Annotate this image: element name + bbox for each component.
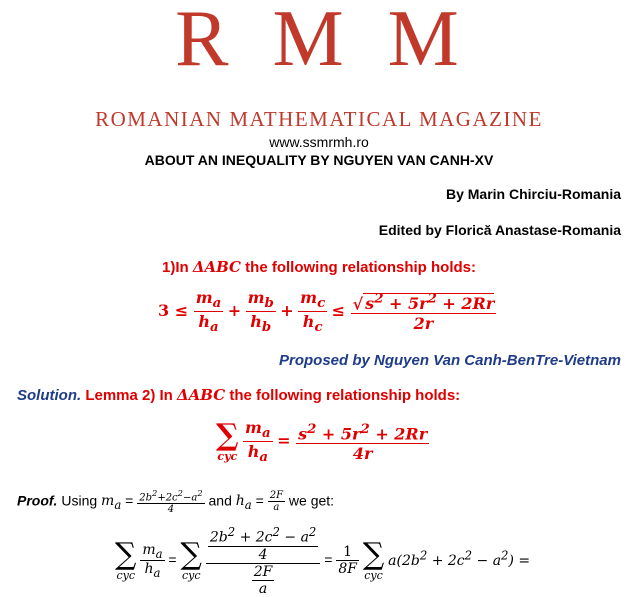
statement-triangle: ΔABC	[192, 258, 241, 276]
article-title: ABOUT AN INEQUALITY BY NGUYEN VAN CANH-XV	[144, 152, 494, 168]
fraction-bound: $\frac{√ s^2 + 5r^2 + 2Rr}{2r}$	[352, 290, 495, 333]
summation-symbol: ∑ cyc	[216, 418, 239, 464]
proof-equation: ∑ cyc $\frac{m_a}{h_a}$ = ∑ cyc $\frac{\frac{2b^2 + 2c^2 - a^2}{4}}{\frac{2F}{a}}$ = $\frac{1}{8F}$ ∑ cyc $a(2b^2 + 2c^2 - a^2)$ =	[115, 525, 531, 597]
fraction-ma-ha: $\frac{m_a}{h_a}$	[195, 288, 222, 336]
lemma-suffix: the following relationship holds:	[225, 387, 461, 404]
compound-fraction: $\frac{\frac{2b^2 + 2c^2 - a^2}{4}}{\frac{2F}{a}}$	[206, 525, 321, 597]
proof-using: Using	[57, 492, 102, 509]
fraction-mc-hc: $\frac{m_c}{h_c}$	[300, 288, 326, 336]
summation-symbol-3: ∑ cyc	[362, 537, 385, 583]
lemma-prefix: Lemma 2) In	[81, 387, 178, 404]
summation-symbol-2: ∑ cyc	[180, 537, 202, 583]
solution-label: Solution.	[17, 387, 82, 404]
altitude-formula: $\frac{2F}{a}$	[269, 490, 284, 514]
fraction-ma-ha-lemma: $\frac{m_a}{h_a}$	[245, 418, 271, 466]
proof-we-get: we get:	[285, 492, 335, 509]
editor-line: Edited by Florică Anastase-Romania	[378, 222, 621, 238]
fraction-mb-hb: $\frac{m_b}{h_b}$	[247, 288, 274, 336]
statement-suffix: the following relationship holds:	[241, 259, 476, 276]
statement-prefix: 1)In	[161, 259, 193, 276]
proof-and: and	[204, 492, 236, 509]
fraction-one-over-8f: $\frac{1}{8F}$	[338, 544, 357, 578]
logo-letter-m2: M	[387, 0, 463, 83]
fraction-ma-ha-proof: $\frac{m_a}{h_a}$	[142, 541, 163, 581]
logo-letter-m1: M	[272, 0, 348, 83]
magazine-name: ROMANIAN MATHEMATICAL MAGAZINE	[95, 107, 543, 131]
magazine-logo	[0, 0, 638, 83]
lemma-equation: ∑ cyc $\frac{m_a}{h_a}$ = $\frac{s^2 + 5r^2 + 2Rr}{4r}$	[216, 418, 428, 466]
author-line: By Marin Chirciu-Romania	[445, 186, 621, 202]
logo-letter-r: R	[175, 0, 233, 83]
lemma-triangle: ΔABC	[177, 386, 226, 404]
fraction-lemma-value: $\frac{s^2 + 5r^2 + 2Rr}{4r}$	[298, 420, 428, 463]
proof-line: Proof. Using $m_a$ = $\frac{2b^2+2c^2-a^2}{4}$ and $h_a$ = $\frac{2F}{a}$ we get:	[17, 488, 335, 516]
median-formula: $\frac{2b^2+2c^2-a^2}{4}$	[139, 488, 203, 516]
problem-statement	[0, 258, 638, 276]
main-inequality: 3 ≤ $\frac{m_a}{h_a}$ + $\frac{m_b}{h_b}$ + $\frac{m_c}{h_c}$ ≤ $\frac{√ s^2 + 5r^2 + 2Rr}{2r}$	[158, 288, 495, 336]
solution-heading	[17, 386, 460, 404]
website-url: www.ssmrmh.ro	[269, 134, 369, 150]
summation-symbol-1: ∑ cyc	[115, 537, 137, 583]
proof-label: Proof.	[17, 492, 58, 509]
proposed-by: Proposed by Nguyen Van Canh-BenTre-Vietnam	[278, 352, 621, 369]
